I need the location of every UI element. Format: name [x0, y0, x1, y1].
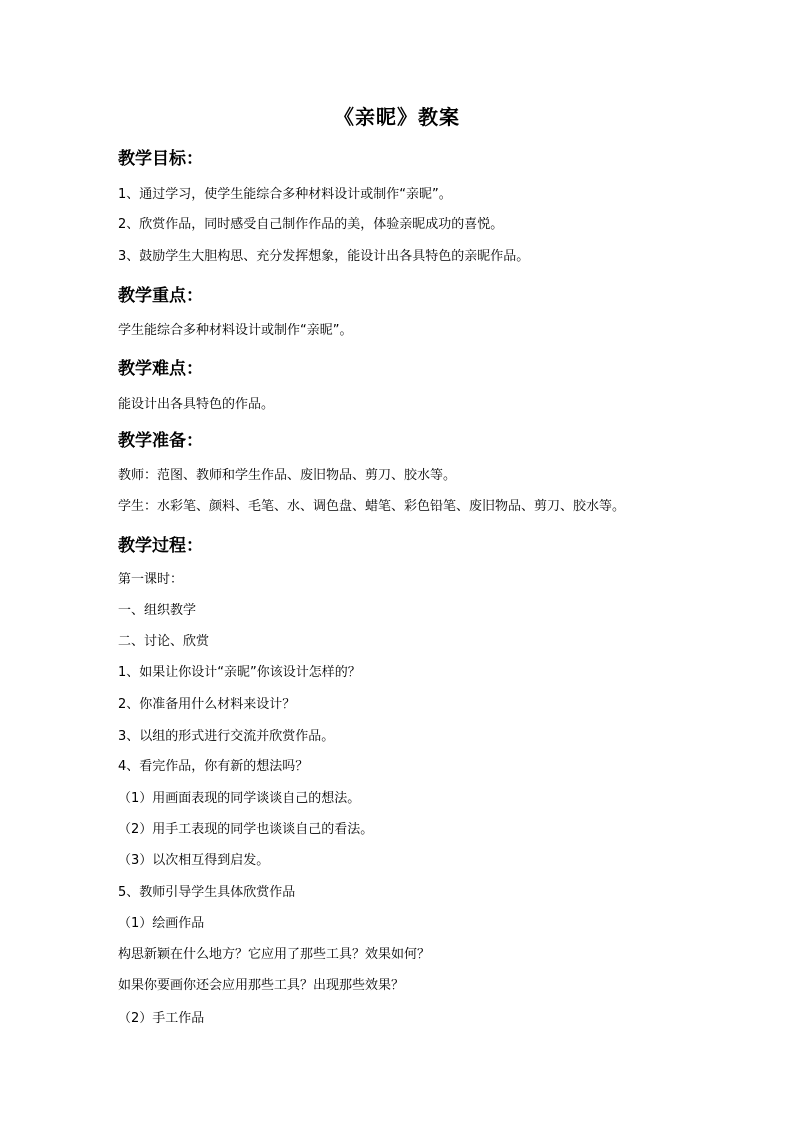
process-line: （1）绘画作品 [118, 916, 205, 931]
process-line: （2）手工作品 [118, 1011, 205, 1026]
objectives-heading: 教学目标： [118, 149, 203, 169]
process-line: 一、组织教学 [118, 603, 197, 618]
preparation-teacher: 教师：范图、教师和学生作品、废旧物品、剪刀、胶水等。 [118, 468, 457, 483]
document-title: 《亲昵》教案 [334, 105, 460, 129]
process-line: 4、看完作品，你有新的想法吗？ [118, 759, 309, 774]
process-line: 3、以组的形式进行交流并欣赏作品。 [118, 729, 335, 744]
preparation-heading: 教学准备： [118, 431, 203, 451]
process-heading: 教学过程： [118, 536, 203, 556]
process-line: （3）以次相互得到启发。 [118, 853, 270, 868]
process-line: 5、教师引导学生具体欣赏作品 [118, 885, 296, 900]
objective-item: 3、鼓励学生大胆构思、充分发挥想象，能设计出各具特色的亲昵作品。 [118, 249, 530, 264]
process-line: （2）用手工表现的同学也谈谈自己的看法。 [118, 822, 374, 837]
preparation-student: 学生：水彩笔、颜料、毛笔、水、调色盘、蜡笔、彩色铅笔、废旧物品、剪刀、胶水等。 [118, 499, 626, 514]
process-line: 二、讨论、欣赏 [118, 634, 210, 649]
process-line: 2、你准备用什么材料来设计？ [118, 697, 296, 712]
process-line: 第一课时： [118, 572, 184, 587]
difficulties-text: 能设计出各具特色的作品。 [118, 397, 275, 412]
objective-item: 1、通过学习，使学生能综合多种材料设计或制作“亲昵”。 [118, 187, 452, 202]
process-line: 1、如果让你设计“亲昵”你该设计怎样的？ [118, 665, 361, 680]
keypoints-heading: 教学重点： [118, 286, 203, 306]
keypoints-text: 学生能综合多种材料设计或制作“亲昵”。 [118, 323, 353, 338]
process-line: 如果你要画你还会应用那些工具？出现那些效果？ [118, 978, 405, 993]
difficulties-heading: 教学难点： [118, 359, 203, 379]
objective-item: 2、欣赏作品，同时感受自己制作作品的美，体验亲昵成功的喜悦。 [118, 217, 504, 232]
process-line: 构思新颖在什么地方？它应用了那些工具？效果如何？ [118, 947, 431, 962]
process-line: （1）用画面表现的同学谈谈自己的想法。 [118, 791, 361, 806]
